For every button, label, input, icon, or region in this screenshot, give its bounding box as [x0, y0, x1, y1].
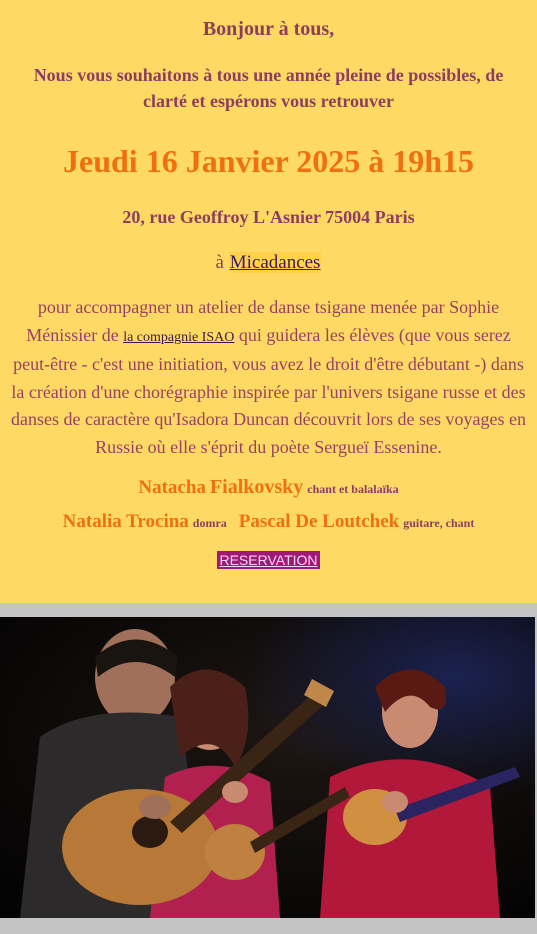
artist-last-name: Fialkovsky [209, 476, 304, 498]
event-address: 20, rue Geoffroy L'Asnier 75004 Paris [122, 207, 415, 227]
venue-line [0, 252, 537, 274]
greeting: Bonjour à tous, [202, 18, 335, 40]
artist-name: Pascal De Loutchek [238, 511, 400, 532]
artist-first-name: Natacha [138, 477, 206, 498]
photo-illustration [0, 617, 535, 918]
venue-link[interactable]: Micadances [229, 252, 321, 273]
reservation-row [0, 551, 537, 570]
wishes-text: Nous vous souhaitons à tous une année pleine de possibles, de clarté et espérons vous retrouver [33, 65, 504, 111]
event-date: Jeudi 16 Janvier 2025 à 19h15 [63, 143, 474, 179]
company-link[interactable]: la compagnie ISAO [123, 329, 235, 345]
artist-line-1 [0, 476, 537, 499]
description-part2: qui guidera les élèves (que vous serez peut-être - c'est une initiation, vous avez le droit d'être débutant -) dans la création d'une chorégraphie inspirée par l'univers tsigane russe et des danses de caractère qu'Isadora Duncan découvrit lors de ses voyages en Russie où elle s'éprit du poète Sergueï Essenine. [10, 324, 527, 457]
musicians-photo [0, 617, 535, 918]
artist-instrument: domra [192, 516, 227, 530]
artist-instrument: chant et balalaïka [307, 482, 399, 496]
reservation-button[interactable]: RESERVATION [219, 552, 318, 568]
artist-instrument: guitare, chant [403, 516, 475, 530]
description-part1: pour accompagner un atelier de danse tsigane menée par Sophie Ménissier de [26, 297, 500, 345]
event-description [6, 294, 531, 461]
artist-name: Natalia Trocina [62, 511, 189, 532]
venue-prefix: à [215, 252, 224, 273]
artist-line-2 [0, 511, 537, 533]
